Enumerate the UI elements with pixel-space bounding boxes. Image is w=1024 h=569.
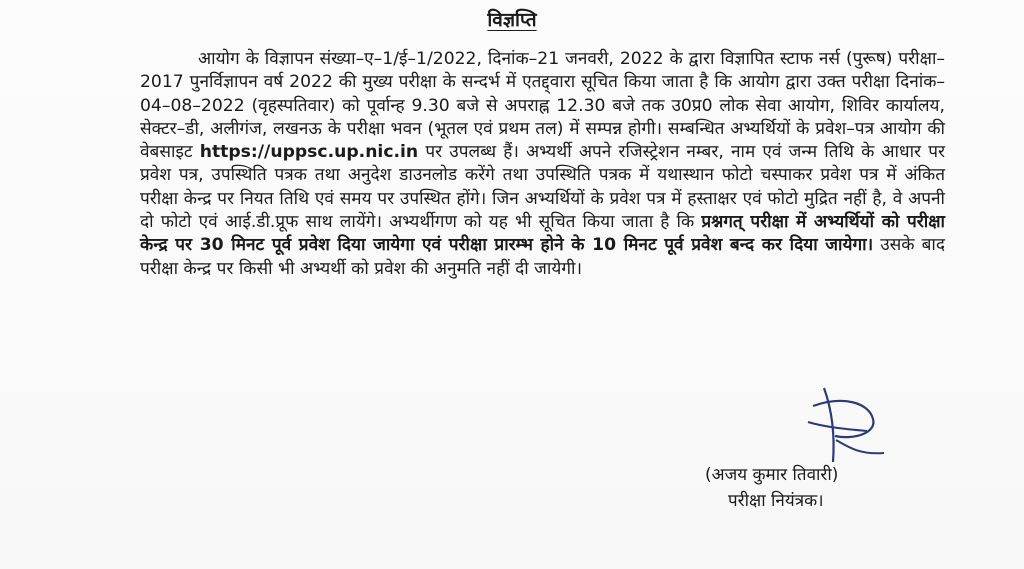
website-url: https://uppsc.up.nic.in: [199, 142, 419, 163]
signature-mark: [790, 380, 900, 470]
notice-title: विज्ञप्ति: [487, 9, 537, 31]
signatory-name: (अजय कुमार तिवारी): [705, 465, 839, 485]
signatory-designation: परीक्षा नियंत्रक।: [728, 491, 824, 511]
notice-paragraph-1: आयोग के विज्ञापन संख्या–ए–1/ई–1/2022, दिनांक–21 जनवरी, 2022 के द्वारा विज्ञापित स्टाफ नर्स (पुरूष) परीक्षा–2017 पुनर्विज्ञापन वर्ष 2022 की मुख्य परीक्षा के सन्दर्भ में एतद्द्वारा सूचित किया जाता है कि आयोग द्वारा उक्त परीक्षा दिनांक–04–08–2022 (वृहस्पतिवार) को पूर्वान्ह 9.30 बजे से अपराह्न 12.30 बजे तक उ0प्र0 लोक सेवा आयोग, शिविर कार्यालय, सेक्टर–डी, अलीगंज, लखनऊ के परीक्षा भवन (भूतल एवं प्रथम तल) में सम्पन्न होगी। सम्बन्धित अभ्यर्थियों के प्रवेश–पत्र आयोग की वेबसाइट: [140, 49, 945, 163]
notice-paragraph-2: पर उपलब्ध हैं। अभ्यर्थी अपने रजिस्ट्रेशन नम्बर, नाम एवं जन्म तिथि के आधार पर प्रवेश पत्र, उपस्थिति पत्रक तथा अनुदेश डाउनलोड करेंगे तथा उपस्थिति पत्रक में यथास्थान फोटो चस्पाकर प्रवेश पत्र में अंकित परीक्षा केन्द्र पर नियत तिथि एवं समय पर उपस्थित होंगे। जिन अभ्यर्थियों के प्रवेश पत्र में हस्ताक्षर एवं फोटो मुद्रित नहीं है, वे अपनी दो फोटो एवं आई.डी.प्रूफ साथ लायेंगे। अभ्यर्थीगण को यह भी सूचित किया जाता है कि: [140, 142, 945, 233]
notice-paragraph-3: उसके बाद परीक्षा केन्द्र पर किसी भी अभ्यर्थी को प्रवेश की अनुमति नहीं दी जायेगी।: [140, 235, 946, 279]
notice-body: [140, 48, 945, 281]
entry-instructions: प्रश्नगत् परीक्षा में अभ्यर्थियों को परीक्षा केन्द्र पर 30 मिनट पूर्व प्रवेश दिया जायेगा एवं परीक्षा प्रारम्भ होने के 10 मिनट पूर्व प्रवेश बन्द कर दिया जायेगा।: [140, 212, 945, 256]
